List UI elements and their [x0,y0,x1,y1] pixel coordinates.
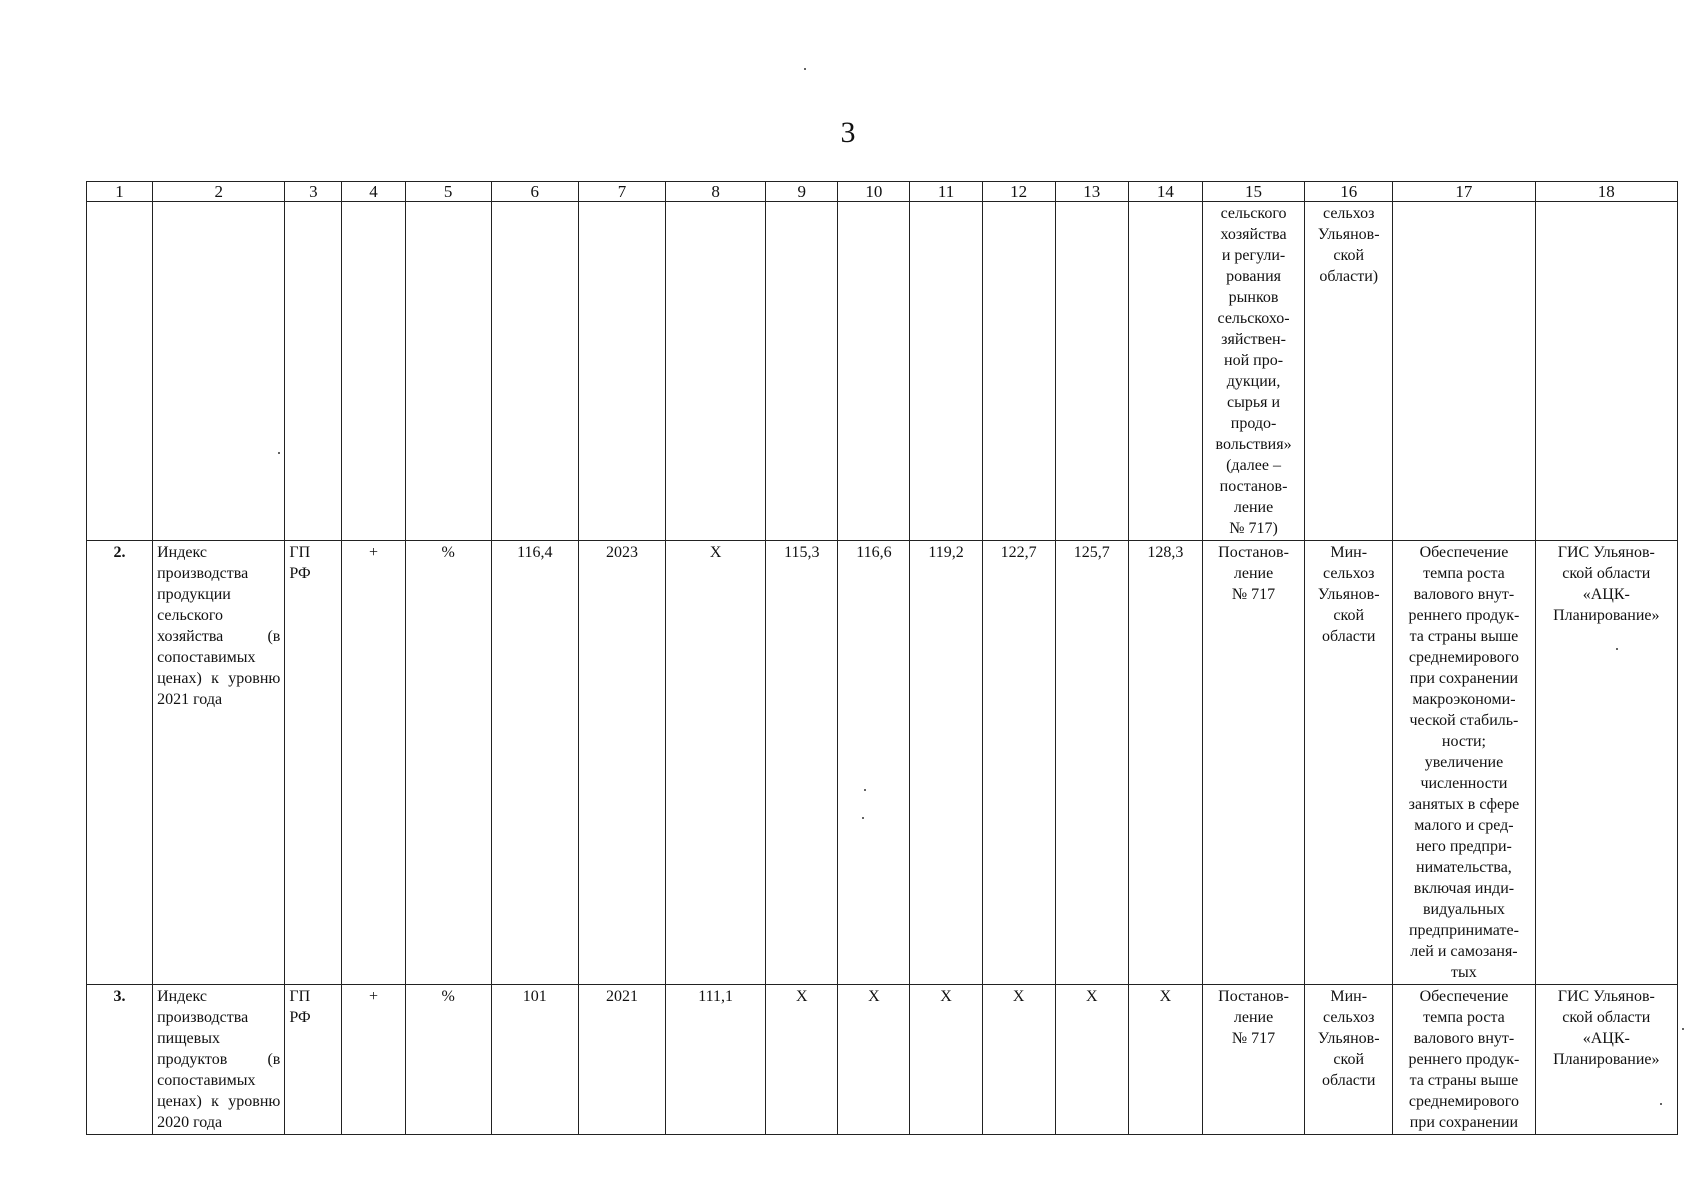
trend-sign: + [342,541,405,985]
goal-link-line: Обеспечение [1419,544,1509,561]
legal-document [1202,541,1304,985]
value-col-13: Х [1055,985,1128,1135]
value-col-8: Х [666,541,766,985]
goal-link-line: та страны выше [1409,1072,1519,1089]
goal-link-line: него предпри- [1415,838,1512,855]
column-number: 8 [666,182,766,202]
legal-document-line: хозяйства [1220,226,1287,243]
info-system-line: «АЦК- [1582,586,1630,603]
column-number: 13 [1055,182,1128,202]
trend-sign [342,202,405,541]
legal-document-line: сельского [1220,205,1287,222]
value-col-13 [1055,202,1128,541]
legal-document-line: сельскохо- [1217,310,1290,327]
legal-document [1202,985,1304,1135]
table-row [87,985,1678,1135]
column-number: 18 [1535,182,1677,202]
value-col-14 [1128,202,1202,541]
value-col-9: Х [766,985,838,1135]
info-system [1535,541,1677,985]
value-col-11 [910,202,982,541]
goal-link-line: предпринимате- [1408,922,1519,939]
column-number: 16 [1305,182,1393,202]
goal-link-line: Обеспечение [1419,988,1509,1005]
column-number: 9 [766,182,838,202]
responsible-body-line: области) [1319,268,1379,285]
goal-link-line: среднемирового [1408,1093,1519,1110]
indicator-level [285,985,342,1135]
value-col-14: Х [1128,985,1202,1135]
responsible-body-line: Мин- [1330,544,1368,561]
responsible-body-line: Ульянов- [1317,586,1380,603]
indicators-table [86,181,1678,1135]
legal-document [1202,202,1304,541]
value-col-12: Х [982,985,1055,1135]
legal-document-line: рования [1226,268,1282,285]
legal-document-line: № 717 [1231,586,1276,603]
legal-document-line: № 717) [1229,520,1278,537]
value-col-8: 111,1 [666,985,766,1135]
responsible-body-line: области [1321,1072,1376,1089]
goal-link-line: видуальных [1422,901,1505,918]
column-number: 1 [87,182,153,202]
responsible-body-line: ской [1333,607,1365,624]
goal-link-line: та страны выше [1409,628,1519,645]
value-col-12 [982,202,1055,541]
legal-document-line: сырья и [1227,394,1281,411]
responsible-body-line: Мин- [1330,988,1368,1005]
responsible-body-line: сельхоз [1323,1009,1375,1026]
table-row [87,541,1678,985]
legal-document-line: ной про- [1224,352,1284,369]
responsible-body-line: области [1321,628,1376,645]
goal-link-line: занятых в сфере [1408,796,1520,813]
scan-speck [804,68,806,70]
goal-link-line: нимательства, [1416,859,1512,876]
goal-link-line: увеличение [1424,754,1504,771]
row-number: 2. [87,541,153,985]
value-col-11: Х [910,985,982,1135]
info-system-line: ГИС Ульянов- [1557,544,1655,561]
goal-link-line: включая инди- [1413,880,1515,897]
goal-link-line: темпа роста [1423,565,1505,582]
indicator-level-line: РФ [289,1009,311,1026]
info-system-line: ГИС Ульянов- [1557,988,1655,1005]
goal-link-line: валового внут- [1413,586,1515,603]
responsible-body [1305,541,1393,985]
value-col-10: 116,6 [838,541,910,985]
goal-link-line: макроэкономи- [1412,691,1516,708]
value-col-14: 128,3 [1128,541,1202,985]
value-col-11: 119,2 [910,541,982,985]
value-col-13: 125,7 [1055,541,1128,985]
row-number: 3. [87,985,153,1135]
indicator-name [153,202,285,541]
responsible-body [1305,202,1393,541]
column-number: 10 [838,182,910,202]
value-col-8 [666,202,766,541]
column-number: 6 [491,182,578,202]
responsible-body-line: сельхоз [1323,565,1375,582]
goal-link-line: при сохранении [1409,670,1519,687]
info-system [1535,202,1677,541]
responsible-body [1305,985,1393,1135]
goal-link-line: темпа роста [1423,1009,1505,1026]
page-number: 3 [840,116,856,149]
info-system-line: ской области [1562,565,1651,582]
column-number: 12 [982,182,1055,202]
legal-document-line: ление [1233,1009,1274,1026]
column-number: 4 [342,182,405,202]
value-col-10 [838,202,910,541]
legal-document-line: (далее – [1226,457,1281,474]
column-number: 5 [405,182,491,202]
scan-speck [1682,1028,1684,1030]
value-col-10: Х [838,985,910,1135]
legal-document-line: рынков [1228,289,1279,306]
column-number: 15 [1202,182,1304,202]
goal-link [1393,985,1535,1135]
indicator-level [285,202,342,541]
info-system-line: ской области [1562,1009,1651,1026]
goal-link-line: лей и самозаня- [1410,943,1518,960]
responsible-body-line: сельхоз [1323,205,1375,222]
indicator-level [285,541,342,985]
value-col-9: 115,3 [766,541,838,985]
indicator-level-line: ГП [289,988,311,1005]
indicator-level-line: РФ [289,565,311,582]
trend-sign: + [342,985,405,1135]
base-year: 2023 [578,541,665,985]
goal-link [1393,541,1535,985]
goal-link-line: малого и сред- [1414,817,1514,834]
indicator-name: Индекс производства пищевых продуктов (в сопоставимых ценах) к уровню 2020 года [153,985,285,1135]
value-col-9 [766,202,838,541]
legal-document-line: вольствия» [1215,436,1292,453]
column-number: 7 [578,182,665,202]
goal-link [1393,202,1535,541]
base-value: 101 [491,985,578,1135]
base-value [491,202,578,541]
responsible-body-line: Ульянов- [1317,1030,1380,1047]
legal-document-line: ление [1233,499,1274,516]
column-number: 11 [910,182,982,202]
column-number: 2 [153,182,285,202]
goal-link-line: ности; [1441,733,1486,750]
legal-document-line: Постанов- [1218,544,1289,561]
goal-link-line: валового внут- [1413,1030,1515,1047]
info-system-line: «АЦК- [1582,1030,1630,1047]
goal-link-line: при сохранении [1409,1114,1519,1131]
goal-link-line: численности [1420,775,1508,792]
legal-document-line: № 717 [1231,1030,1276,1047]
responsible-body-line: ской [1333,1051,1365,1068]
goal-link-line: тых [1451,964,1477,981]
column-number: 3 [285,182,342,202]
legal-document-line: дукции, [1226,373,1281,390]
responsible-body-line: Ульянов- [1317,226,1380,243]
value-col-12: 122,7 [982,541,1055,985]
legal-document-line: ление [1233,565,1274,582]
unit: % [405,985,491,1135]
goal-link-line: среднемирового [1408,649,1519,666]
unit: % [405,541,491,985]
legal-document-line: зяйствен- [1221,331,1286,348]
info-system-line: Планирование» [1553,607,1660,624]
column-number: 17 [1393,182,1535,202]
legal-document-line: продо- [1230,415,1277,432]
column-number-row [87,182,1678,202]
info-system-line: Планирование» [1553,1051,1660,1068]
legal-document-line: и регули- [1221,247,1286,264]
responsible-body-line: ской [1333,247,1365,264]
base-year: 2021 [578,985,665,1135]
table-row [87,202,1678,541]
legal-document-line: Постанов- [1218,988,1289,1005]
column-number: 14 [1128,182,1202,202]
goal-link-line: реннего продук- [1408,607,1520,624]
unit [405,202,491,541]
base-year [578,202,665,541]
base-value: 116,4 [491,541,578,985]
legal-document-line: постанов- [1219,478,1288,495]
indicator-level-line: ГП [289,544,311,561]
goal-link-line: ческой стабиль- [1409,712,1519,729]
indicator-name: Индекс производства продукции сельского хозяйства (в сопоставимых ценах) к уровню 2021 года [153,541,285,985]
info-system [1535,985,1677,1135]
goal-link-line: реннего продук- [1408,1051,1520,1068]
row-number [87,202,153,541]
